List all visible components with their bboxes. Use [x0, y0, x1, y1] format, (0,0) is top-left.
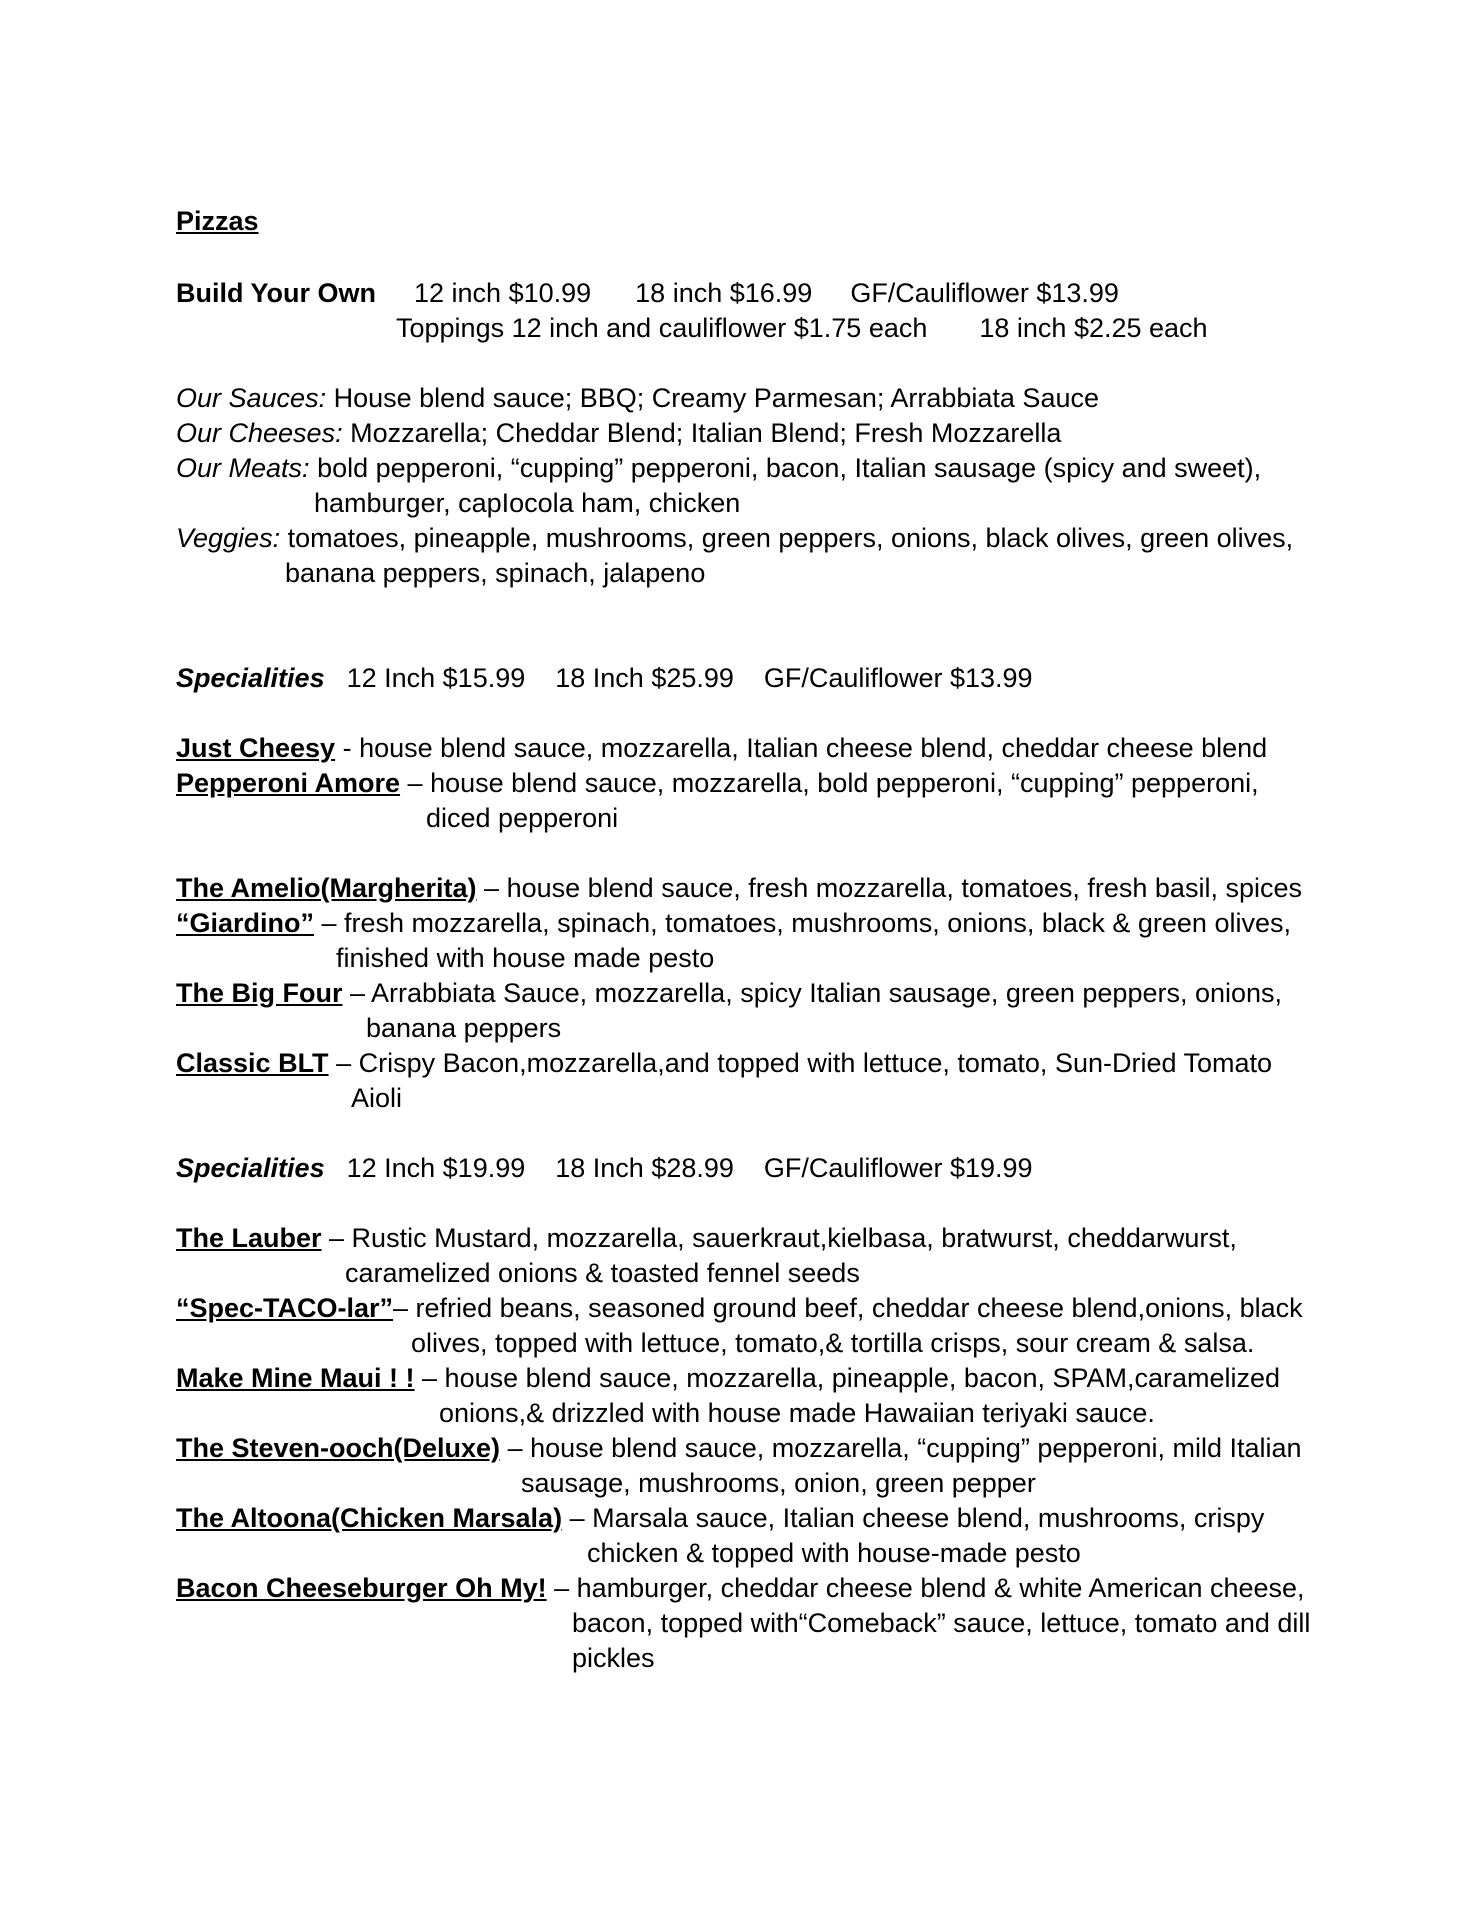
build-your-own-row [176, 276, 1119, 311]
pizza-desc: – fresh mozzarella, spinach, tomatoes, mushrooms, onions, black & green olives, [314, 908, 1291, 938]
veggies-label: Veggies: [176, 523, 281, 553]
pizza-name: The Big Four [176, 978, 343, 1008]
pizza-name: Make Mine Maui ! ! [176, 1363, 415, 1393]
list-item [176, 1046, 1272, 1081]
spec1-price-18: 18 Inch $25.99 [555, 663, 734, 693]
pizza-name: The Amelio(Margherita) [176, 873, 477, 903]
veggies-list-2: banana peppers, spinach, jalapeno [285, 558, 706, 588]
pizza-desc: – house blend sauce, mozzarella, “cupping” pepperoni, mild Italian [500, 1433, 1302, 1463]
list-item [176, 1291, 1303, 1326]
pizza-name: The Lauber [176, 1223, 322, 1253]
specialities-2-label: Specialities [176, 1153, 325, 1183]
pizza-desc-cont: olives, topped with lettuce, tomato,& tortilla crisps, sour cream & salsa. [411, 1328, 1255, 1358]
pizza-name: Classic BLT [176, 1048, 329, 1078]
meats-label: Our Meats: [176, 453, 310, 483]
pizza-desc: – Crispy Bacon,mozzarella,and topped with lettuce, tomato, Sun-Dried Tomato [328, 1048, 1273, 1078]
sauces-list: House blend sauce; BBQ; Creamy Parmesan; Arrabbiata Sauce [333, 383, 1099, 413]
pizza-name: “Spec-TACO-lar” [176, 1293, 394, 1323]
pizza-desc-cont: bacon, topped with“Comeback” sauce, lettuce, tomato and dill [572, 1608, 1311, 1638]
page-title: Pizzas [176, 206, 259, 236]
sauces-label: Our Sauces: [176, 383, 327, 413]
pizza-desc-cont: pickles [572, 1643, 655, 1673]
pizza-name: Pepperoni Amore [176, 768, 401, 798]
cheeses-row [176, 416, 1061, 451]
pizza-desc: – house blend sauce, mozzarella, bold pepperoni, “cupping” pepperoni, [400, 768, 1259, 798]
specialities-2-header [176, 1151, 1033, 1186]
pizza-desc-cont: sausage, mushrooms, onion, green pepper [521, 1468, 1036, 1498]
spec2-price-gf: GF/Cauliflower $19.99 [763, 1153, 1033, 1183]
spec2-price-18: 18 Inch $28.99 [555, 1153, 734, 1183]
pizza-desc-cont: diced pepperoni [426, 803, 619, 833]
pizza-desc-cont: banana peppers [366, 1013, 562, 1043]
meats-row [176, 451, 1261, 486]
pizza-desc-cont: Aioli [351, 1083, 403, 1113]
byo-price-12: 12 inch $10.99 [414, 278, 592, 308]
byo-toppings-12: Toppings 12 inch and cauliflower $1.75 each [396, 313, 928, 343]
cheeses-list: Mozzarella; Cheddar Blend; Italian Blend; Fresh Mozzarella [350, 418, 1062, 448]
list-item [176, 1221, 1237, 1256]
byo-toppings-18: 18 inch $2.25 each [979, 313, 1208, 343]
pizza-desc: – Rustic Mustard, mozzarella, sauerkraut,kielbasa, bratwurst, cheddarwurst, [321, 1223, 1237, 1253]
list-item [176, 906, 1291, 941]
pizza-desc-cont: chicken & topped with house-made pesto [587, 1538, 1081, 1568]
byo-toppings-row [396, 311, 1208, 346]
list-item [176, 1361, 1280, 1396]
cheeses-label: Our Cheeses: [176, 418, 343, 448]
pizza-name: The Altoona(Chicken Marsala) [176, 1503, 563, 1533]
spec1-price-gf: GF/Cauliflower $13.99 [763, 663, 1033, 693]
pizza-name: Bacon Cheeseburger Oh My! [176, 1573, 547, 1603]
pizza-name: Just Cheesy [176, 733, 336, 763]
list-item [176, 871, 1302, 906]
build-your-own-label: Build Your Own [176, 278, 376, 308]
meats-list-2: hamburger, capIocola ham, chicken [314, 488, 741, 518]
list-item [176, 1501, 1264, 1536]
list-item [176, 766, 1259, 801]
pizza-desc-cont: finished with house made pesto [336, 943, 715, 973]
veggies-list-1: tomatoes, pineapple, mushrooms, green peppers, onions, black olives, green olives, [287, 523, 1294, 553]
pizza-desc: – hamburger, cheddar cheese blend & white American cheese, [546, 1573, 1305, 1603]
specialities-1-header [176, 661, 1033, 696]
spec1-price-12: 12 Inch $15.99 [346, 663, 526, 693]
pizza-desc: – house blend sauce, mozzarella, pineapple, bacon, SPAM,caramelized [414, 1363, 1281, 1393]
byo-price-gf: GF/Cauliflower $13.99 [850, 278, 1119, 308]
specialities-1-label: Specialities [176, 663, 325, 693]
pizza-name: “Giardino” [176, 908, 315, 938]
list-item [176, 731, 1267, 766]
pizza-name: The Steven-ooch(Deluxe) [176, 1433, 501, 1463]
list-item [176, 1571, 1305, 1606]
pizza-desc: - house blend sauce, mozzarella, Italian cheese blend, cheddar cheese blend [335, 733, 1268, 763]
pizza-desc: – Marsala sauce, Italian cheese blend, mushrooms, crispy [562, 1503, 1265, 1533]
pizza-desc: – Arrabbiata Sauce, mozzarella, spicy Italian sausage, green peppers, onions, [342, 978, 1283, 1008]
pizza-desc: – house blend sauce, fresh mozzarella, tomatoes, fresh basil, spices [476, 873, 1302, 903]
list-item [176, 976, 1282, 1011]
veggies-row [176, 521, 1293, 556]
sauces-row [176, 381, 1099, 416]
list-item [176, 1431, 1302, 1466]
spec2-price-12: 12 Inch $19.99 [346, 1153, 526, 1183]
meats-list-1: bold pepperoni, “cupping” pepperoni, bacon, Italian sausage (spicy and sweet), [317, 453, 1262, 483]
pizza-desc: – refried beans, seasoned ground beef, cheddar cheese blend,onions, black [393, 1293, 1303, 1323]
byo-price-18: 18 inch $16.99 [635, 278, 813, 308]
pizza-desc-cont: caramelized onions & toasted fennel seeds [345, 1258, 860, 1288]
pizza-desc-cont: onions,& drizzled with house made Hawaiian teriyaki sauce. [439, 1398, 1155, 1428]
